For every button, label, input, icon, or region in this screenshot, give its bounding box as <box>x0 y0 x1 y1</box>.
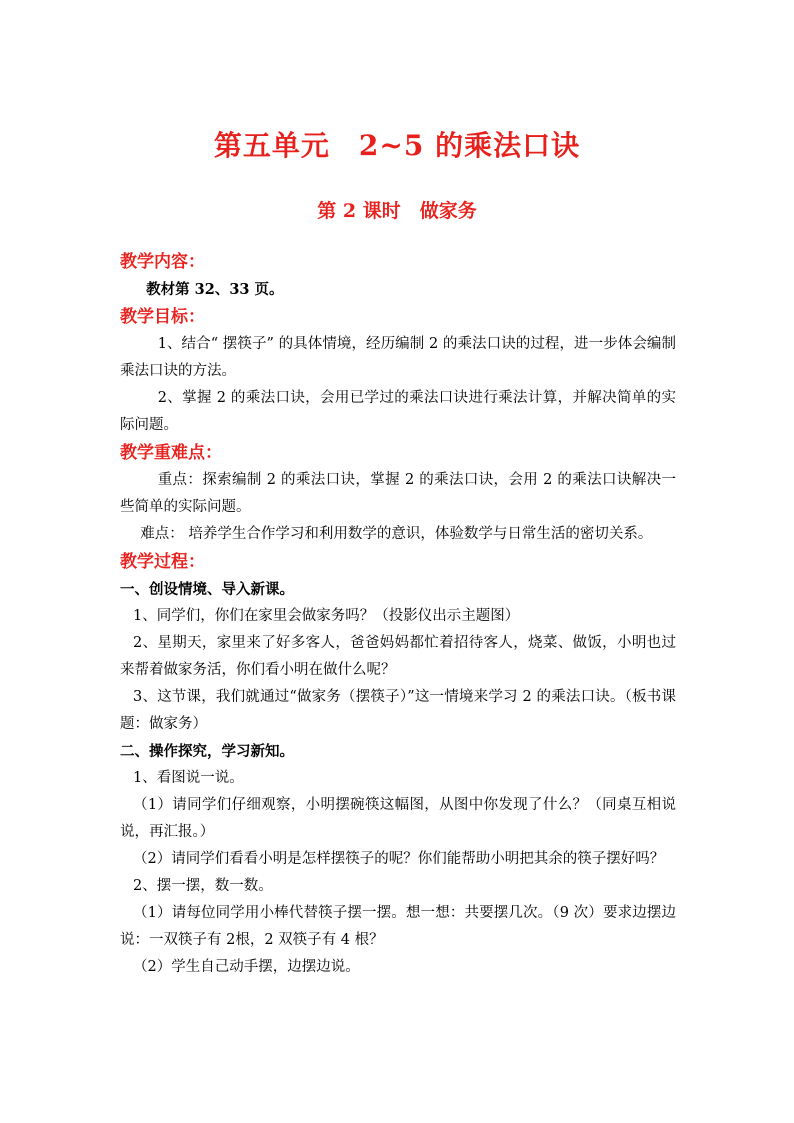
part2-title: 二、操作探究，学习新知。 <box>120 743 294 760</box>
document-body <box>120 248 676 981</box>
part1-item-1: 1、同学们，你们在家里会做家务吗？（投影仪出示主题图） <box>133 608 520 624</box>
heading-teaching-process: 教学过程： <box>120 552 205 572</box>
part1-title: 一、创设情境、导入新课。 <box>120 581 294 598</box>
part1-item-3: 3、这节课，我们就通过“做家务（摆筷子）”这一情境来学习 2 的乘法口诀。（板书课题：做家务） <box>120 689 676 732</box>
part2-item-2: 2、摆一摆，数一数。 <box>133 878 273 894</box>
goal-item-1: 1、结合“ 摆筷子” 的具体情境，经历编制 2 的乘法口诀的过程，进一步体会编制乘法口诀的方法。 <box>120 336 676 379</box>
goal-item-2: 2、掌握 2 的乘法口诀，会用已学过的乘法口诀进行乘法计算，并解决简单的实际问题。 <box>120 390 676 433</box>
part1-item-2: 2、星期天，家里来了好多客人，爸爸妈妈都忙着招待客人，烧菜、做饭，小明也过来帮着做家务活，你们看小明在做什么呢？ <box>120 635 676 678</box>
lesson-subtitle: 第 2 课时 做家务 <box>317 200 477 222</box>
part2-item-2-2: （2）学生自己动手摆，边摆边说。 <box>133 959 360 975</box>
heading-teaching-content: 教学内容： <box>120 252 205 272</box>
part2-item-1: 1、看图说一说。 <box>133 770 244 786</box>
difficult-point-text: 难点： 培养学生合作学习和利用数学的意识，体验数学与日常生活的密切关系。 <box>140 526 653 542</box>
page-title: 第五单元 2~5 的乘法口诀 <box>213 129 581 162</box>
teaching-content-text: 教材第 32、33 页。 <box>146 281 284 298</box>
part2-item-1-2: （2）请同学们看看小明是怎样摆筷子的呢？你们能帮助小明把其余的筷子摆好吗？ <box>133 851 665 867</box>
part2-item-2-1: （1）请每位同学用小棒代替筷子摆一摆。想一想：共要摆几次。（9 次）要求边摆边说：一双筷子有 2根，2 双筷子有 4 根？ <box>120 905 676 948</box>
heading-key-points: 教学重难点： <box>120 443 222 463</box>
key-point-text: 重点：探索编制 2 的乘法口诀，掌握 2 的乘法口诀，会用 2 的乘法口诀解决一些简单的实际问题。 <box>120 472 676 515</box>
part2-item-1-1: （1）请同学们仔细观察，小明摆碗筷这幅图，从图中你发现了什么？（同桌互相说说，再汇报。） <box>120 797 676 840</box>
heading-teaching-goals: 教学目标： <box>120 307 205 327</box>
